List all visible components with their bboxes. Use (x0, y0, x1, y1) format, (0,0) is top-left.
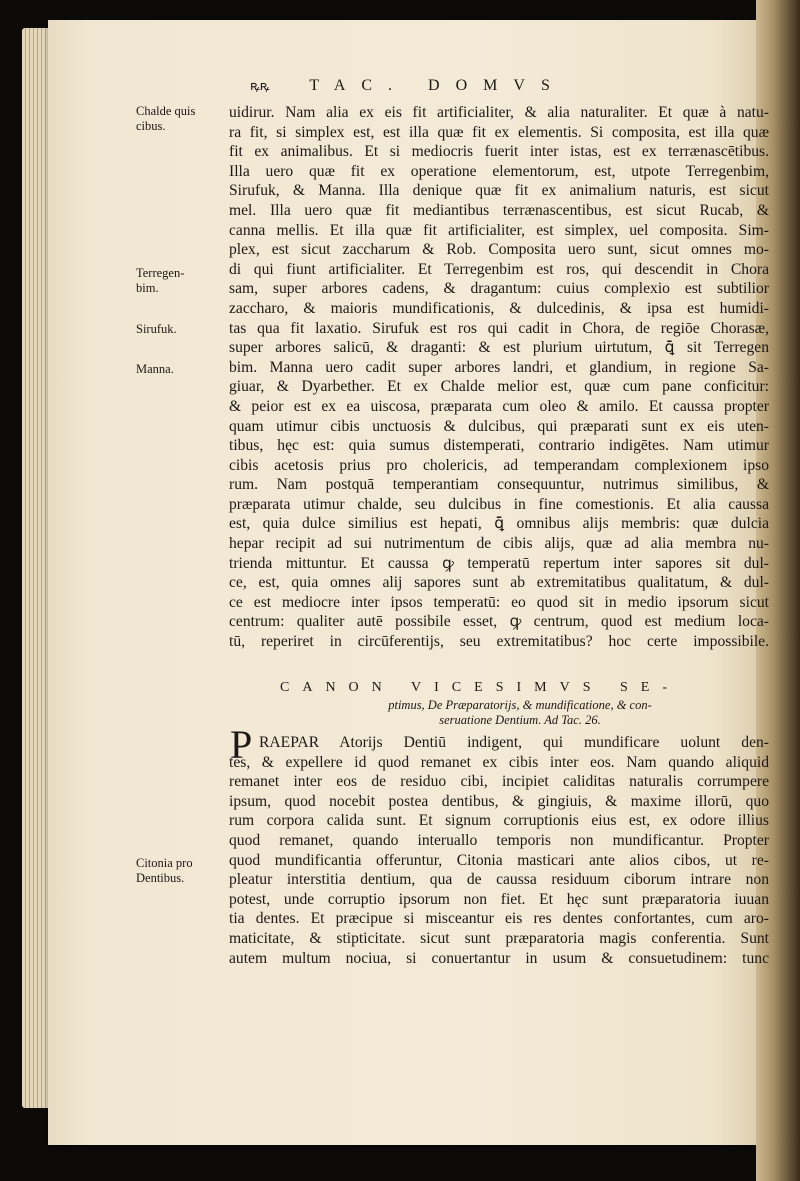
text-line: tia dentes. Et præcipue si misceantur eis res dentes confortantes, cum aro- (229, 910, 769, 928)
running-title: TAC. DOMVS (309, 77, 566, 94)
text-line: tibus, hęc est: quia sumus distemperati, contrario indigētes. Nam utimur (229, 437, 769, 455)
text-line: Illa uero quæ fit ex operatione elementorum, est, utpote Terregenbim, (229, 162, 769, 180)
text-line: remanet inter eos de residuo cibi, incipiet caliditas naturalis corrumpere (229, 773, 769, 791)
text-line: tes, & expellere id quod remanet ex cibis inter eos. Nam quando aliquid (229, 753, 769, 771)
text-line: bim. Manna uero cadit super arbores landri, et glandium, in regione Sa- (229, 358, 769, 376)
canon-text-block (229, 733, 769, 968)
text-line: est, quia dulce similius est hepati, ꝗ̄ omnibus alijs membris: quæ dulcia (229, 515, 769, 533)
margin-note: Terregen- bim. (136, 266, 185, 295)
text-line: super arbores salicū, & draganti: & est plurium uirtutum, ꝗ̄ sit Terregen (229, 339, 769, 357)
margin-note: Sirufuk. (136, 322, 177, 336)
text-line: giuar, & Dyarbether. Et ex Chalde melior est, quæ cum pane conficitur: (229, 378, 769, 396)
text-line: & peior est ex ea uiscosa, præparata cum oleo & amilo. Et caussa propter (229, 397, 769, 415)
text-line: potest, unde corruptio ipsorum non fiet. Et hęc sunt præparatoria iuuan (229, 890, 769, 908)
margin-note: Citonia pro Dentibus. (136, 856, 193, 885)
text-line: zaccharo, & maioris mundificationis, & dulcedinis, & ipsa est humidi- (229, 299, 769, 317)
text-line: autem multum nociua, si conuertantur in usum & consuetudinem: tunc (229, 949, 769, 967)
text-line: di qui fiunt artificialiter. Et Terregenbim est ros, qui descendit in Chora (229, 260, 769, 278)
canon-subtitle (310, 698, 730, 728)
text-line: canna mellis. Et illa quæ fit artificialiter, est simplex, uel composita. Sim- (229, 221, 769, 239)
running-header (250, 76, 630, 95)
folio-mark: ꝶꝶ (250, 78, 270, 93)
text-line: hepar recipit ad sui nutrimentum de cibis alijs, quæ ad alia membra nu- (229, 535, 769, 553)
canon-subtitle-line: ptimus, De Præparatorijs, & mundificatione, & con- (388, 698, 652, 712)
text-line: cibis acetosis prius pro cholericis, ad temperandam complexionem ipso (229, 456, 769, 474)
text-line: Sirufuk, & Manna. Illa denique quæ fit ex animalium naturis, est sicut (229, 182, 769, 200)
main-text-block (229, 103, 769, 652)
text-line: plex, est sicut zaccharum & Rob. Composita uero sunt, sicut omnes mo- (229, 241, 769, 259)
text-line: maticitate, & stipticitate. sicut sunt præparatoria magis conferentia. Sunt (229, 929, 769, 947)
text-line: uidirur. Nam alia ex eis fit artificialiter, & alia naturaliter. Et quæ à natu- (229, 104, 769, 121)
text-line: ra fit, si simplex est, est illa quæ fit ex elementis. Si composita, est illa quæ (229, 123, 769, 141)
canon-subtitle-line: seruatione Dentium. Ad Tac. 26. (439, 713, 601, 727)
text-line: trienda mittuntur. Et caussa ꝙ temperatū repertum inter sapores sit dul- (229, 554, 769, 572)
text-line: mel. Illa uero quæ fit mediantibus terrænascentibus, est sicut Rucab, & (229, 201, 769, 219)
text-line: ce est mediocre inter ipsos temperatū: eo quod sit in medio ipsorum sicut (229, 593, 769, 611)
canon-heading: CANON VICESIMVS SE- (280, 680, 680, 695)
text-line: pleatur interstitia dentium, qua de caussa residuum ciborum intrare non (229, 871, 769, 889)
text-line: rum corpora calida sunt. Et signum corruptionis eius est, ex odore illius (229, 812, 769, 830)
text-line: sam, super arbores cadens, & dragantum: cuius complexio est subtilior (229, 280, 769, 298)
text-line: fit ex animalibus. Et si mediocris fuerit inter istas, est ex terrænascētibus. (229, 143, 769, 161)
text-line: ce, est, quia omnes alij sapores sunt ab extremitatibus qualitatum, & dul- (229, 574, 769, 592)
text-line: quod remanet, quando interuallo temporis non mundificantur. Propter (229, 831, 769, 849)
margin-note: Manna. (136, 362, 174, 376)
text-line: præparata utimur chalde, seu dulcibus in fine comestionis. Et alia caussa (229, 495, 769, 513)
text-line: rum. Nam postquā temperantiam consequuntur, nutrimus similibus, & (229, 476, 769, 494)
text-line: centrum: qualiter autē possibile esset, ꝙ centrum, quod est medium loca- (229, 613, 769, 631)
text-line: quam utimur cibis unctuosis & dulcibus, qui præparati sunt ex eis uten- (229, 417, 769, 435)
text-line: quod mundificantia offeruntur, Citonia masticari ante alios cibos, ut re- (229, 851, 769, 869)
text-line: tū, reperiret in circūferentijs, seu extremitatibus? hoc certe impossibile. (229, 633, 769, 651)
text-line: ipsum, quod nocebit postea dentibus, & gingiuis, & maxime illorū, quo (229, 792, 769, 810)
drop-cap: P (230, 722, 253, 767)
margin-note: Chalde quis cibus. (136, 104, 196, 133)
text-line: tas qua fit laxatio. Sirufuk est ros qui cadit in Chora, de regiōe Chorasæ, (229, 319, 769, 337)
text-line: RAEPAR Atorijs Dentiū indigent, qui mundificare uolunt den- (259, 734, 769, 751)
